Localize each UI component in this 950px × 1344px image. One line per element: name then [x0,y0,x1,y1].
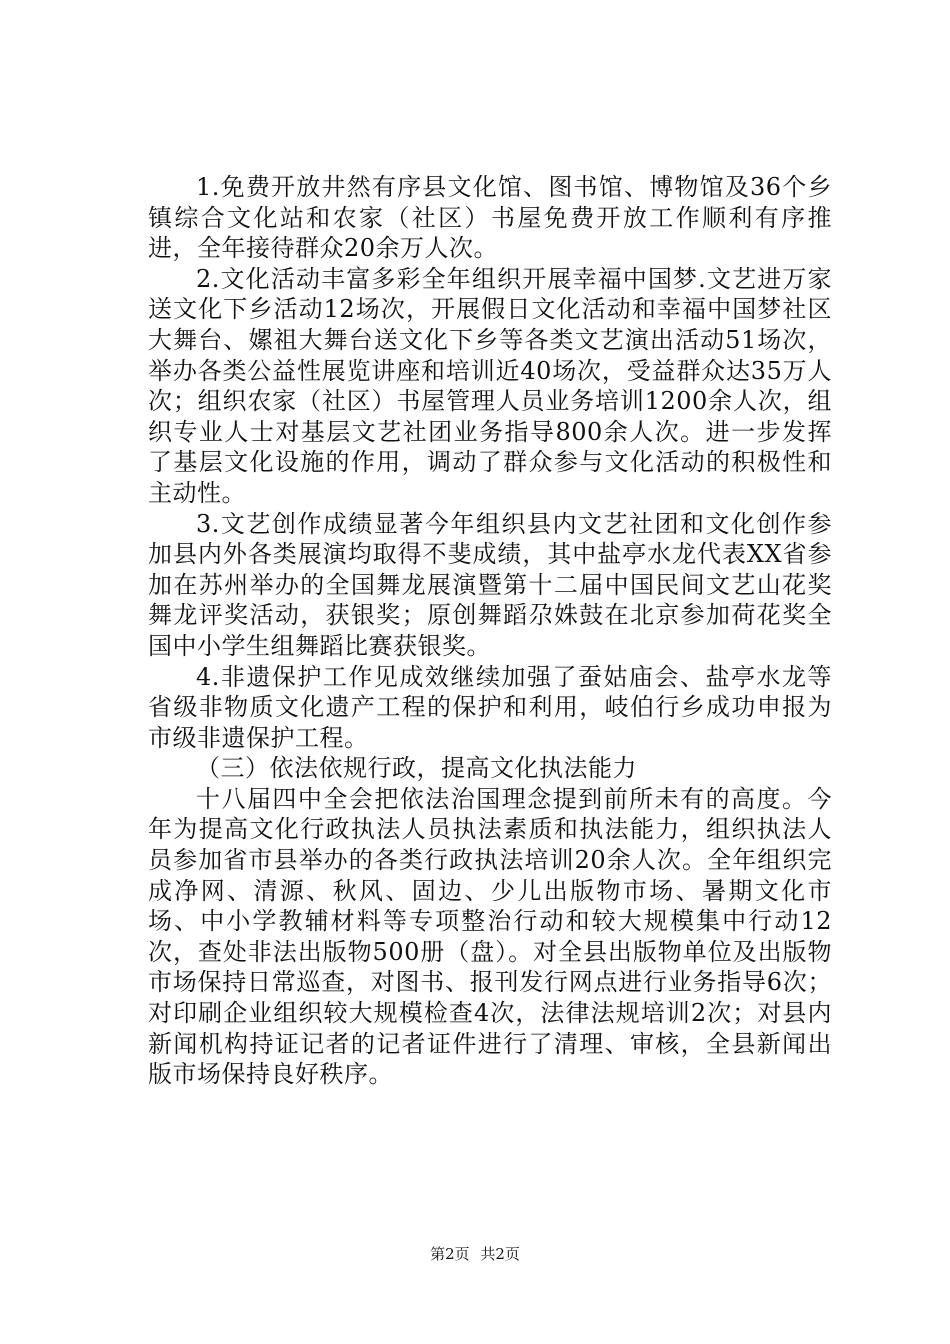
paragraph-heritage-protection: 4.非遗保护工作见成效继续加强了蚕姑庙会、盐亭水龙等省级非物质文化遗产工程的保护和利用，岐伯行乡成功申报为市级非遗保护工程。 [148,662,832,752]
section-heading-law-enforcement: （三）依法依规行政，提高文化执法能力 [196,754,637,783]
paragraph-art-creation: 3.文艺创作成绩显著今年组织县内文艺社团和文化创作参加县内外各类展演均取得不斐成绩，其中盐亭水龙代表XX省参加在苏州举办的全国舞龙展演暨第十二届中国民间文艺山花奖舞龙评奖活动，获银奖；原创舞蹈尕姝鼓在北京参加荷花奖全国中小学生组舞蹈比赛获银奖。 [148,509,832,660]
paragraph-law-enforcement: 十八届四中全会把依法治国理念提到前所未有的高度。今年为提高文化行政执法人员执法素质和执法能力，组织执法人员参加省市县举办的各类行政执法培训20余人次。全年组织完成净网、清源、秋风、固边、少儿出版物市场、暑期文化市场、中小学教辅材料等专项整治行动和较大规模集中行动12次，查处非法出版物500册（盘）。对全县出版物单位及出版物市场保持日常巡查，对图书、报刊发行网点进行业务指导6次；对印刷企业组织较大规模检查4次，法律法规培训2次；对县内新闻机构持证记者的记者证件进行了清理、审核，全县新闻出版市场保持良好秩序。 [148,784,832,1089]
page-footer [0,1244,950,1264]
document-body [148,172,832,1090]
page-total: 共2页 [480,1245,520,1263]
paragraph-cultural-activities: 2.文化活动丰富多彩全年组织开展幸福中国梦.文艺进万家送文化下乡活动12场次，开展假日文化活动和幸福中国梦社区大舞台、嫘祖大舞台送文化下乡等各类文艺演出活动51场次，举办各类公益性展览讲座和培训近40场次，受益群众达35万人次；组织农家（社区）书屋管理人员业务培训1200余人次，组织专业人士对基层文艺社团业务指导800余人次。进一步发挥了基层文化设施的作用，调动了群众参与文化活动的积极性和主动性。 [148,264,832,507]
paragraph-free-opening: 1.免费开放井然有序县文化馆、图书馆、博物馆及36个乡镇综合文化站和农家（社区）书屋免费开放工作顺利有序推进，全年接待群众20余万人次。 [148,173,832,263]
page-number: 第2页 [430,1245,470,1263]
